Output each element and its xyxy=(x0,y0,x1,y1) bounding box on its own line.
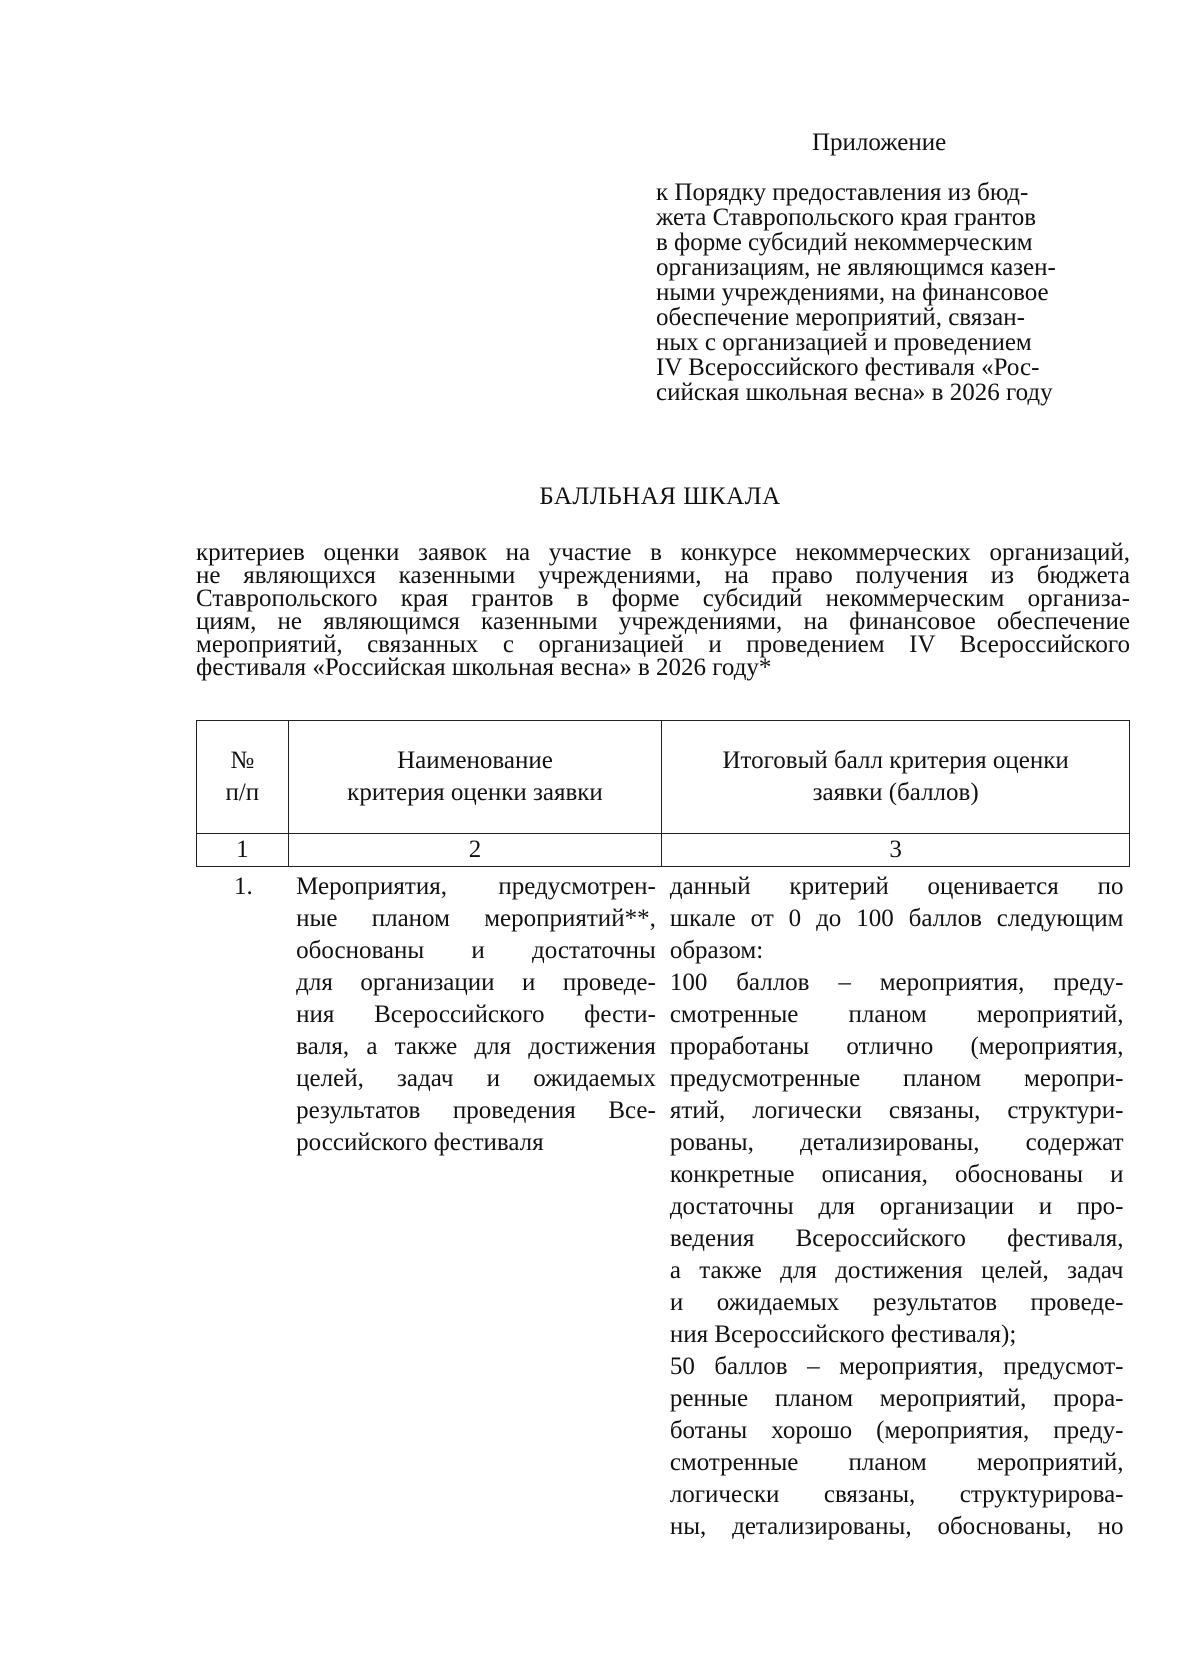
appendix-line: к Порядку предоставления из бюд- xyxy=(656,179,1029,206)
criterion-line: российского фестиваля xyxy=(296,1129,544,1156)
criterion-line: обоснованы и достаточны xyxy=(296,937,656,964)
criteria-table xyxy=(196,720,1130,1543)
column-number: 1 xyxy=(197,834,289,867)
score-line: логически связаны, структурирова- xyxy=(669,1481,1124,1508)
score-line: ботаны хорошо (мероприятия, преду- xyxy=(669,1417,1124,1444)
subtitle-line: циям, не являющимся казенными учреждениями, на финансовое обеспечение xyxy=(196,608,1130,635)
criterion-line: результатов проведения Все- xyxy=(296,1097,656,1124)
row-number: 1. xyxy=(233,873,253,900)
document-subtitle xyxy=(196,541,1130,679)
score-line: проработаны отлично (мероприятия, xyxy=(669,1033,1124,1060)
score-line: рованы, детализированы, содержат xyxy=(669,1129,1124,1156)
header-number: № п/п xyxy=(197,721,289,834)
score-line: и ожидаемых результатов проведе- xyxy=(669,1289,1124,1316)
criterion-line: Мероприятия, предусмотрен- xyxy=(296,873,656,900)
score-line: данный критерий оценивается по xyxy=(669,873,1124,900)
score-line: ятий, логически связаны, структури- xyxy=(669,1097,1124,1124)
criterion-line: целей, задач и ожидаемых xyxy=(296,1065,656,1092)
appendix-line: ных с организацией и проведением xyxy=(656,329,1032,356)
appendix-line: в форме субсидий некоммерческим xyxy=(656,229,1033,256)
subtitle-line: мероприятий, связанных с организацией и проведением IV Всероссийского xyxy=(196,631,1130,658)
criterion-line: ния Всероссийского фести- xyxy=(296,1001,656,1028)
subtitle-line: Ставропольского края грантов в форме субсидий некоммерческим организа- xyxy=(196,585,1130,612)
appendix-line: ными учреждениями, на финансовое xyxy=(656,279,1049,306)
score-line: ния Всероссийского фестиваля); xyxy=(669,1321,1017,1348)
column-number: 2 xyxy=(288,834,662,867)
score-line: достаточны для организации и про- xyxy=(669,1193,1124,1220)
appendix-line: организациям, не являющимся казен- xyxy=(656,254,1056,281)
score-line: шкале от 0 до 100 баллов следующим xyxy=(669,905,1124,932)
appendix-line: жета Ставропольского края грантов xyxy=(656,204,1036,231)
score-line: смотренные планом мероприятий, xyxy=(669,1449,1124,1476)
score-line: ведения Всероссийского фестиваля, xyxy=(669,1225,1124,1252)
appendix-title: Приложение xyxy=(812,129,947,156)
table-row xyxy=(197,867,1130,1544)
appendix-line: IV Всероссийского фестиваля «Рос- xyxy=(656,354,1040,381)
criterion-line: валя, а также для достижения xyxy=(296,1033,656,1060)
score-line: 100 баллов – мероприятия, преду- xyxy=(669,969,1124,996)
appendix-reference xyxy=(656,180,1118,405)
document-title: БАЛЛЬНАЯ ШКАЛА xyxy=(539,483,781,510)
score-line: предусмотренные планом меропри- xyxy=(669,1065,1124,1092)
subtitle-line: не являющихся казенными учреждениями, на право получения из бюджета xyxy=(196,562,1130,589)
score-line: образом: xyxy=(669,937,764,964)
column-number: 3 xyxy=(662,834,1130,867)
column-number-row xyxy=(197,834,1130,867)
header-total-score: Итоговый балл критерия оценки заявки (баллов) xyxy=(662,721,1130,834)
criterion-line: для организации и проведе- xyxy=(296,969,656,996)
score-line: смотренные планом мероприятий, xyxy=(669,1001,1124,1028)
header-criterion-name: Наименование критерия оценки заявки xyxy=(288,721,662,834)
score-line: конкретные описания, обоснованы и xyxy=(669,1161,1124,1188)
criterion-score-description xyxy=(662,867,1130,1544)
appendix-line: сийская школьная весна» в 2026 году xyxy=(656,379,1053,406)
table-header-row xyxy=(197,721,1130,834)
criterion-name xyxy=(288,867,662,1544)
score-line: а также для достижения целей, задач xyxy=(669,1257,1124,1284)
score-line: ренные планом мероприятий, прора- xyxy=(669,1385,1124,1412)
subtitle-line: фестиваля «Российская школьная весна» в 2026 году* xyxy=(196,654,772,681)
subtitle-line: критериев оценки заявок на участие в конкурсе некоммерческих организаций, xyxy=(196,539,1130,566)
score-line: ны, детализированы, обоснованы, но xyxy=(669,1513,1124,1540)
criterion-line: ные планом мероприятий**, xyxy=(296,905,656,932)
score-line: 50 баллов – мероприятия, предусмот- xyxy=(669,1353,1124,1380)
appendix-line: обеспечение мероприятий, связан- xyxy=(656,304,1025,331)
